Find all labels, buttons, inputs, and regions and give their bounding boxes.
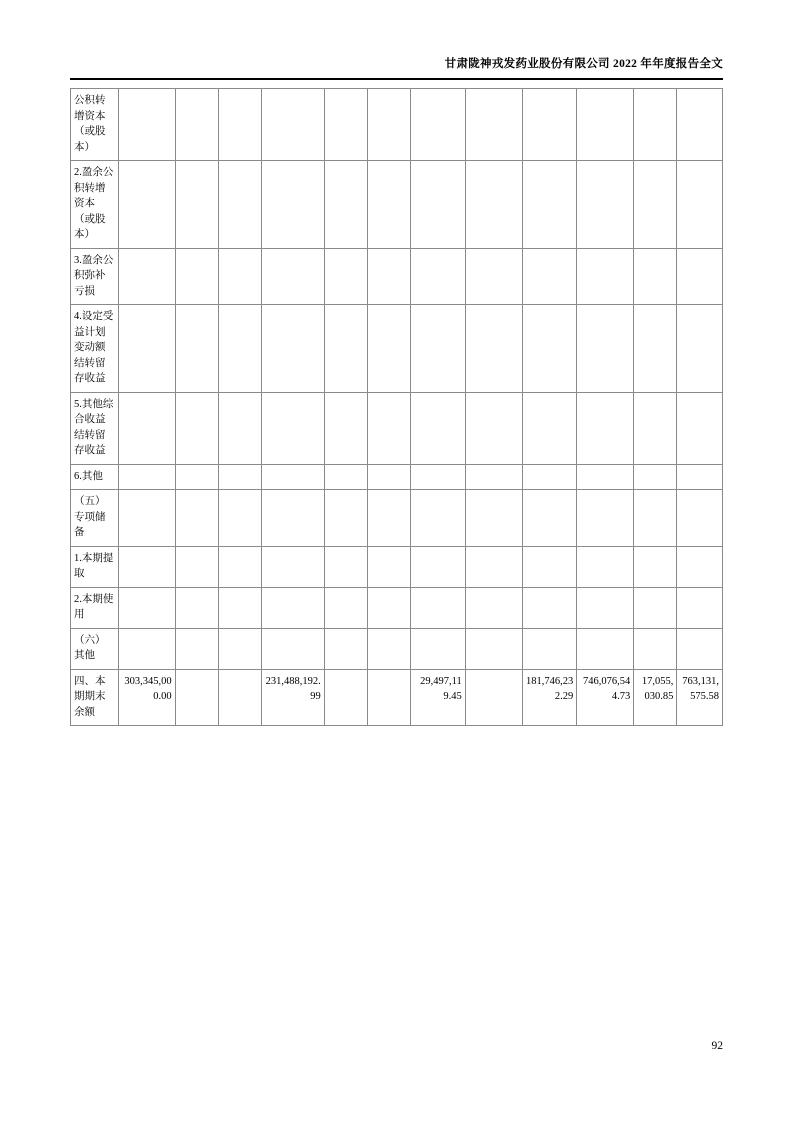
financial-table-body [71, 89, 723, 726]
row-cell [677, 89, 723, 161]
row-cell [634, 587, 677, 628]
row-cell [367, 490, 410, 547]
row-cell: 29,497,119.45 [411, 669, 466, 726]
header-divider [70, 78, 723, 80]
table-row [71, 587, 723, 628]
row-cell [218, 546, 261, 587]
row-cell [411, 546, 466, 587]
row-cell [522, 305, 577, 393]
page-number: 92 [711, 1040, 723, 1052]
row-cell [367, 248, 410, 305]
row-cell [677, 628, 723, 669]
row-cell [634, 305, 677, 393]
row-cell [677, 392, 723, 464]
row-cell [677, 546, 723, 587]
row-cell [324, 89, 367, 161]
row-cell: 17,055,030.85 [634, 669, 677, 726]
row-cell [522, 546, 577, 587]
row-cell [175, 490, 218, 547]
row-cell [367, 392, 410, 464]
row-cell [324, 248, 367, 305]
table-row-total [71, 669, 723, 726]
row-cell [367, 161, 410, 249]
row-cell [411, 464, 466, 490]
row-cell [367, 305, 410, 393]
row-cell [262, 464, 325, 490]
row-cell [522, 89, 577, 161]
row-cell [367, 464, 410, 490]
row-cell: 303,345,000.00 [118, 669, 175, 726]
row-cell [522, 587, 577, 628]
row-cell [411, 587, 466, 628]
row-cell [175, 546, 218, 587]
row-cell [262, 161, 325, 249]
row-cell [465, 392, 522, 464]
row-cell [324, 305, 367, 393]
row-label: 1.本期提取 [71, 546, 119, 587]
row-cell [218, 464, 261, 490]
row-cell [262, 628, 325, 669]
row-cell [522, 464, 577, 490]
row-cell [577, 546, 634, 587]
row-cell: 746,076,544.73 [577, 669, 634, 726]
row-cell [175, 248, 218, 305]
row-cell [577, 587, 634, 628]
row-cell [465, 628, 522, 669]
row-cell [367, 89, 410, 161]
row-cell [262, 248, 325, 305]
row-label: 四、本期期末余额 [71, 669, 119, 726]
row-cell [634, 546, 677, 587]
row-cell [367, 587, 410, 628]
row-cell [677, 305, 723, 393]
row-cell [634, 161, 677, 249]
row-label: 6.其他 [71, 464, 119, 490]
table-row [71, 464, 723, 490]
row-cell [324, 392, 367, 464]
row-cell [465, 546, 522, 587]
row-cell [465, 669, 522, 726]
row-cell [324, 669, 367, 726]
financial-table [70, 88, 723, 726]
row-cell [411, 161, 466, 249]
row-cell [324, 628, 367, 669]
row-cell [118, 161, 175, 249]
row-cell [577, 89, 634, 161]
row-cell [175, 392, 218, 464]
row-cell [577, 305, 634, 393]
row-cell [522, 490, 577, 547]
row-cell [677, 490, 723, 547]
table-row [71, 305, 723, 393]
page-header: 甘肃陇神戎发药业股份有限公司 2022 年年度报告全文 [444, 58, 723, 70]
row-label: 2.盈余公积转增资本（或股本） [71, 161, 119, 249]
row-cell [262, 392, 325, 464]
row-cell [262, 305, 325, 393]
table-row [71, 248, 723, 305]
row-cell [175, 305, 218, 393]
row-cell [118, 587, 175, 628]
row-cell [218, 248, 261, 305]
row-cell [324, 490, 367, 547]
row-cell [175, 161, 218, 249]
row-cell [634, 89, 677, 161]
row-cell [577, 161, 634, 249]
row-label: 4.设定受益计划变动额结转留存收益 [71, 305, 119, 393]
row-cell [411, 248, 466, 305]
row-label: 公积转增资本（或股本） [71, 89, 119, 161]
row-cell [411, 392, 466, 464]
row-label: 2.本期使用 [71, 587, 119, 628]
row-cell [522, 628, 577, 669]
row-cell [262, 89, 325, 161]
row-cell [367, 628, 410, 669]
row-cell: 181,746,232.29 [522, 669, 577, 726]
row-cell [118, 305, 175, 393]
row-cell [118, 248, 175, 305]
row-label: 5.其他综合收益结转留存收益 [71, 392, 119, 464]
row-cell [218, 89, 261, 161]
row-cell [262, 546, 325, 587]
row-cell [175, 587, 218, 628]
row-cell [577, 248, 634, 305]
row-cell [175, 628, 218, 669]
row-cell [522, 161, 577, 249]
row-cell [175, 89, 218, 161]
row-cell [411, 305, 466, 393]
table-row [71, 546, 723, 587]
row-cell [218, 305, 261, 393]
row-cell [324, 587, 367, 628]
row-cell [465, 490, 522, 547]
row-cell [175, 464, 218, 490]
row-cell [411, 628, 466, 669]
row-cell [218, 587, 261, 628]
row-cell [118, 464, 175, 490]
table-row [71, 490, 723, 547]
row-cell [465, 587, 522, 628]
row-cell [324, 464, 367, 490]
row-cell [634, 490, 677, 547]
row-cell [634, 248, 677, 305]
row-cell [577, 464, 634, 490]
row-cell [411, 490, 466, 547]
row-cell [262, 587, 325, 628]
row-cell [324, 546, 367, 587]
row-cell [465, 161, 522, 249]
row-label: 3.盈余公积弥补亏损 [71, 248, 119, 305]
row-cell [465, 305, 522, 393]
row-cell [118, 490, 175, 547]
row-cell [465, 248, 522, 305]
row-cell [218, 490, 261, 547]
row-cell: 231,488,192.99 [262, 669, 325, 726]
table-row [71, 161, 723, 249]
row-cell [118, 546, 175, 587]
row-cell [367, 546, 410, 587]
row-cell [218, 669, 261, 726]
row-cell [218, 392, 261, 464]
row-cell [522, 248, 577, 305]
row-cell [577, 628, 634, 669]
row-cell [118, 89, 175, 161]
row-cell [411, 89, 466, 161]
row-cell [634, 392, 677, 464]
financial-table-container [70, 88, 723, 726]
row-cell [324, 161, 367, 249]
row-cell [677, 161, 723, 249]
row-cell [677, 587, 723, 628]
row-label: （六）其他 [71, 628, 119, 669]
row-cell [367, 669, 410, 726]
row-cell [634, 464, 677, 490]
row-label: （五）专项储备 [71, 490, 119, 547]
row-cell [465, 464, 522, 490]
row-cell [577, 490, 634, 547]
row-cell [465, 89, 522, 161]
table-row [71, 628, 723, 669]
table-row [71, 89, 723, 161]
row-cell [118, 392, 175, 464]
row-cell [677, 248, 723, 305]
row-cell [522, 392, 577, 464]
row-cell [118, 628, 175, 669]
row-cell: 763,131,575.58 [677, 669, 723, 726]
row-cell [634, 628, 677, 669]
row-cell [577, 392, 634, 464]
row-cell [218, 628, 261, 669]
row-cell [175, 669, 218, 726]
row-cell [262, 490, 325, 547]
row-cell [218, 161, 261, 249]
row-cell [677, 464, 723, 490]
table-row [71, 392, 723, 464]
